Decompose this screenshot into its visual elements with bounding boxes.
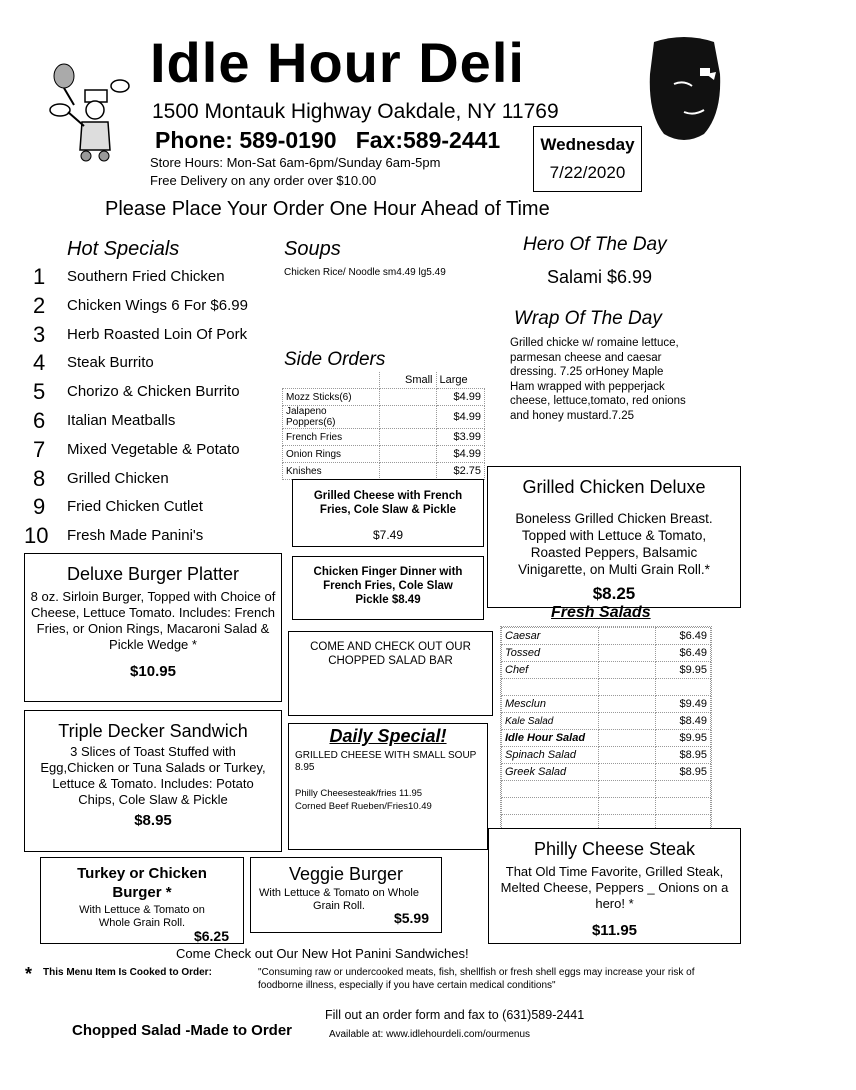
salad-spacer [599,645,656,662]
salad-price [656,781,711,798]
salad-row [502,730,711,747]
side-orders-title: Side Orders [284,349,386,370]
salad-name: Kale Salad [502,713,599,730]
hot-special-number: 8 [33,465,46,491]
hero-item: Salami $6.99 [547,267,653,287]
hot-special-name: Italian Meatballs [67,412,176,429]
side-order-small [379,446,436,463]
side-order-name: Knishes [283,463,380,480]
side-header-small: Small [379,372,436,389]
hero-title: Hero Of The Day [523,234,667,255]
salad-row [502,628,711,645]
salad-price: $9.95 [656,662,711,679]
hot-special-number: 5 [33,379,46,405]
salad-spacer [599,798,656,815]
salad-name [502,781,599,798]
veggie-burger-price: $5.99 [393,910,429,926]
salad-row [502,747,711,764]
salad-name: Mesclun [502,696,599,713]
chopped-bar-box [288,631,493,716]
hot-special-name: Chorizo & Chicken Burrito [67,383,240,401]
hot-special-name: Southern Fried Chicken [67,268,225,285]
fresh-salads-table [500,626,712,833]
hot-special-number: 6 [33,408,46,433]
side-order-small [379,406,436,429]
hot-special-item [28,322,288,350]
salad-row [502,696,711,713]
salad-row [502,662,711,679]
gcd-title: Grilled Chicken Deluxe [522,477,706,497]
day: Wednesday [540,135,635,154]
salad-row [502,798,711,815]
side-order-name: French Fries [283,429,380,446]
deli-title: Idle Hour Deli [150,31,525,94]
hot-special-name: Chicken Wings 6 For $6.99 [67,296,248,314]
salad-row [502,645,711,662]
wrap-text: Grilled chicke w/ romaine lettuce, parmesan cheese and caesar dressing. 7.25 orHoney Maple Ham wrapped with pepperjack cheese, lettuce,tomato, red onions and honey mustard.7.25 [510,337,686,422]
chopped-bar-text: COME AND CHECK OUT OUR CHOPPED SALAD BAR [310,641,471,667]
salad-row [502,713,711,730]
grilled-chicken-deluxe-box [487,466,741,608]
hot-specials-title: Hot Specials [67,238,180,260]
salad-row [502,764,711,781]
hot-special-item [28,264,288,292]
veggie-burger-box [250,857,442,933]
triple-decker-text: 3 Slices of Toast Stuffed with Egg,Chicken or Tuna Salads or Turkey, Lettuce & Tomato. Includes: Potato Chips, Cole Slaw & Pickle [40,744,266,807]
salad-price [656,679,711,696]
hot-special-name: Fresh Made Panini's [67,527,204,545]
side-order-name: Onion Rings [283,446,380,463]
gcd-price: $8.25 [592,584,636,603]
side-order-small [379,463,436,480]
address: 1500 Montauk Highway Oakdale, NY 11769 [152,100,559,123]
side-orders-table [282,372,485,480]
fax-number: Fax:589-2441 [355,127,501,153]
side-header-large: Large [436,372,485,389]
hot-special-name: Steak Burrito [67,354,154,372]
salad-spacer [599,747,656,764]
finger-dinner-text: Chicken Finger Dinner with French Fries, Cole Slaw Pickle $8.49 [313,566,463,606]
daily-special-line3: Corned Beef Rueben/Fries10.49 [295,801,432,812]
salad-spacer [599,730,656,747]
gcd-text: Boneless Grilled Chicken Breast. Topped with Lettuce & Tomato, Roasted Peppers, Balsamic Vinigarette, on Multi Grain Roll.* [515,511,713,577]
salad-name [502,679,599,696]
triple-decker-title: Triple Decker Sandwich [58,721,248,741]
hot-special-item [28,408,288,436]
side-header-blank [283,372,380,389]
side-order-row [283,446,485,463]
salad-spacer [599,696,656,713]
hot-special-item [28,494,288,522]
side-order-name: Jalapeno Poppers(6) [283,406,380,429]
wrap-title: Wrap Of The Day [514,308,662,329]
date: 7/22/2020 [549,163,626,182]
salad-name: Spinach Salad [502,747,599,764]
soups-text: Chicken Rice/ Noodle sm4.49 lg5.49 [284,267,446,278]
cooked-star: * [25,964,33,984]
salad-price: $6.49 [656,645,711,662]
salad-row [502,679,711,696]
fresh-salads-title: Fresh Salads [551,604,651,621]
veggie-burger-title: Veggie Burger [288,864,404,884]
hot-special-number: 3 [33,321,46,347]
consumption-warning: "Consuming raw or undercooked meats, fish, shellfish or fresh shell eggs may increase your risk of foodborne illness, especially if you have certain medical conditions" [258,967,695,991]
grilled-cheese-text: Grilled Cheese with French Fries, Cole Slaw & Pickle [313,490,463,516]
hot-special-item [28,350,288,378]
side-order-large: $2.75 [436,463,485,480]
philly-box [488,828,741,944]
cooked-label: This Menu Item Is Cooked to Order: [43,967,212,978]
salad-spacer [599,628,656,645]
salad-name [502,798,599,815]
philly-title: Philly Cheese Steak [533,839,696,859]
side-order-large: $4.99 [436,446,485,463]
date-box [533,126,642,192]
salad-name: Greek Salad [502,764,599,781]
fax-order-line: Fill out an order form and fax to (631)589-2441 [325,1008,585,1022]
side-order-row [283,406,485,429]
daily-special-box [288,723,488,850]
daily-special-line2: Philly Cheesesteak/fries 11.95 [295,788,423,799]
salad-price: $8.95 [656,747,711,764]
daily-special-line1: GRILLED CHEESE WITH SMALL SOUP 8.95 [295,750,477,773]
salad-spacer [599,713,656,730]
phone [155,127,500,154]
salad-price: $6.49 [656,628,711,645]
philly-text: That Old Time Favorite, Grilled Steak, Melted Cheese, Peppers _ Onions on a hero! * [500,864,729,911]
hot-special-number: 1 [33,264,46,289]
salad-price: $9.49 [656,696,711,713]
veggie-burger-text: With Lettuce & Tomato on Whole Grain Roll. [259,887,419,912]
salad-name: Tossed [502,645,599,662]
salad-spacer [599,679,656,696]
menu-available: Available at: www.idlehourdeli.com/ourmenus [329,1029,531,1040]
hot-special-number: 9 [33,494,46,520]
salad-name: Caesar [502,628,599,645]
side-order-row [283,389,485,406]
turkey-burger-price: $6.25 [193,928,229,944]
hot-special-number: 10 [24,523,49,549]
salad-price: $8.95 [656,764,711,781]
salad-row [502,781,711,798]
side-order-small [379,389,436,406]
salad-name: Idle Hour Salad [502,730,599,747]
chef-logo [40,60,140,165]
order-notice: Please Place Your Order One Hour Ahead of Time [105,198,550,220]
store-hours: Store Hours: Mon-Sat 6am-6pm/Sunday 6am-5pm [150,155,441,170]
salad-price: $9.95 [656,730,711,747]
salad-spacer [599,764,656,781]
side-order-name: Mozz Sticks(6) [283,389,380,406]
hot-special-item [28,379,288,407]
salad-price [656,798,711,815]
salad-spacer [599,781,656,798]
hot-special-name: Mixed Vegetable & Potato [67,440,240,458]
grilled-cheese-price: $7.49 [372,528,404,542]
hot-special-name: Fried Chicken Cutlet [67,498,203,516]
chopped-salad-note: Chopped Salad -Made to Order [72,1022,293,1039]
portrait-image [644,34,728,146]
salad-spacer [599,662,656,679]
burger-platter-price: $10.95 [130,663,176,680]
philly-price: $11.95 [591,922,638,939]
side-order-large: $4.99 [436,389,485,406]
free-delivery: Free Delivery on any order over $10.00 [150,173,377,188]
triple-decker-box [24,710,282,852]
burger-platter-text: 8 oz. Sirloin Burger, Topped with Choice of Cheese, Lettuce Tomato. Includes: French Fries, or Onion Rings, Macaroni Salad & Pickle Wedge * [30,589,276,652]
hot-special-number: 7 [33,436,46,462]
daily-special-title: Daily Special! [329,726,447,746]
grilled-cheese-box [292,479,484,547]
salad-name: Chef [502,662,599,679]
triple-decker-price: $8.95 [134,812,172,829]
burger-platter-box [24,553,282,702]
side-order-large: $3.99 [436,429,485,446]
burger-platter-title: Deluxe Burger Platter [66,564,240,584]
finger-dinner-box [292,556,484,620]
turkey-burger-box [40,857,244,944]
side-order-small [379,429,436,446]
turkey-burger-title: Turkey or Chicken Burger * [77,865,207,901]
phone-number: Phone: 589-0190 [155,127,337,153]
hot-special-item [24,523,288,551]
turkey-burger-text: With Lettuce & Tomato on Whole Grain Roll. [79,904,205,929]
panini-promo: Come Check out Our New Hot Panini Sandwiches! [176,946,469,961]
side-order-row [283,429,485,446]
hot-special-number: 2 [33,292,46,318]
hot-special-item [28,293,288,321]
hot-special-name: Herb Roasted Loin Of Pork [67,325,248,343]
soups-title: Soups [284,238,341,260]
side-order-large: $4.99 [436,406,485,429]
salad-price: $8.49 [656,713,711,730]
hot-special-item [28,466,288,494]
hot-special-item [28,437,288,465]
hot-special-name: Grilled Chicken [67,469,169,487]
hot-special-number: 4 [33,350,46,376]
side-order-row [283,463,485,480]
